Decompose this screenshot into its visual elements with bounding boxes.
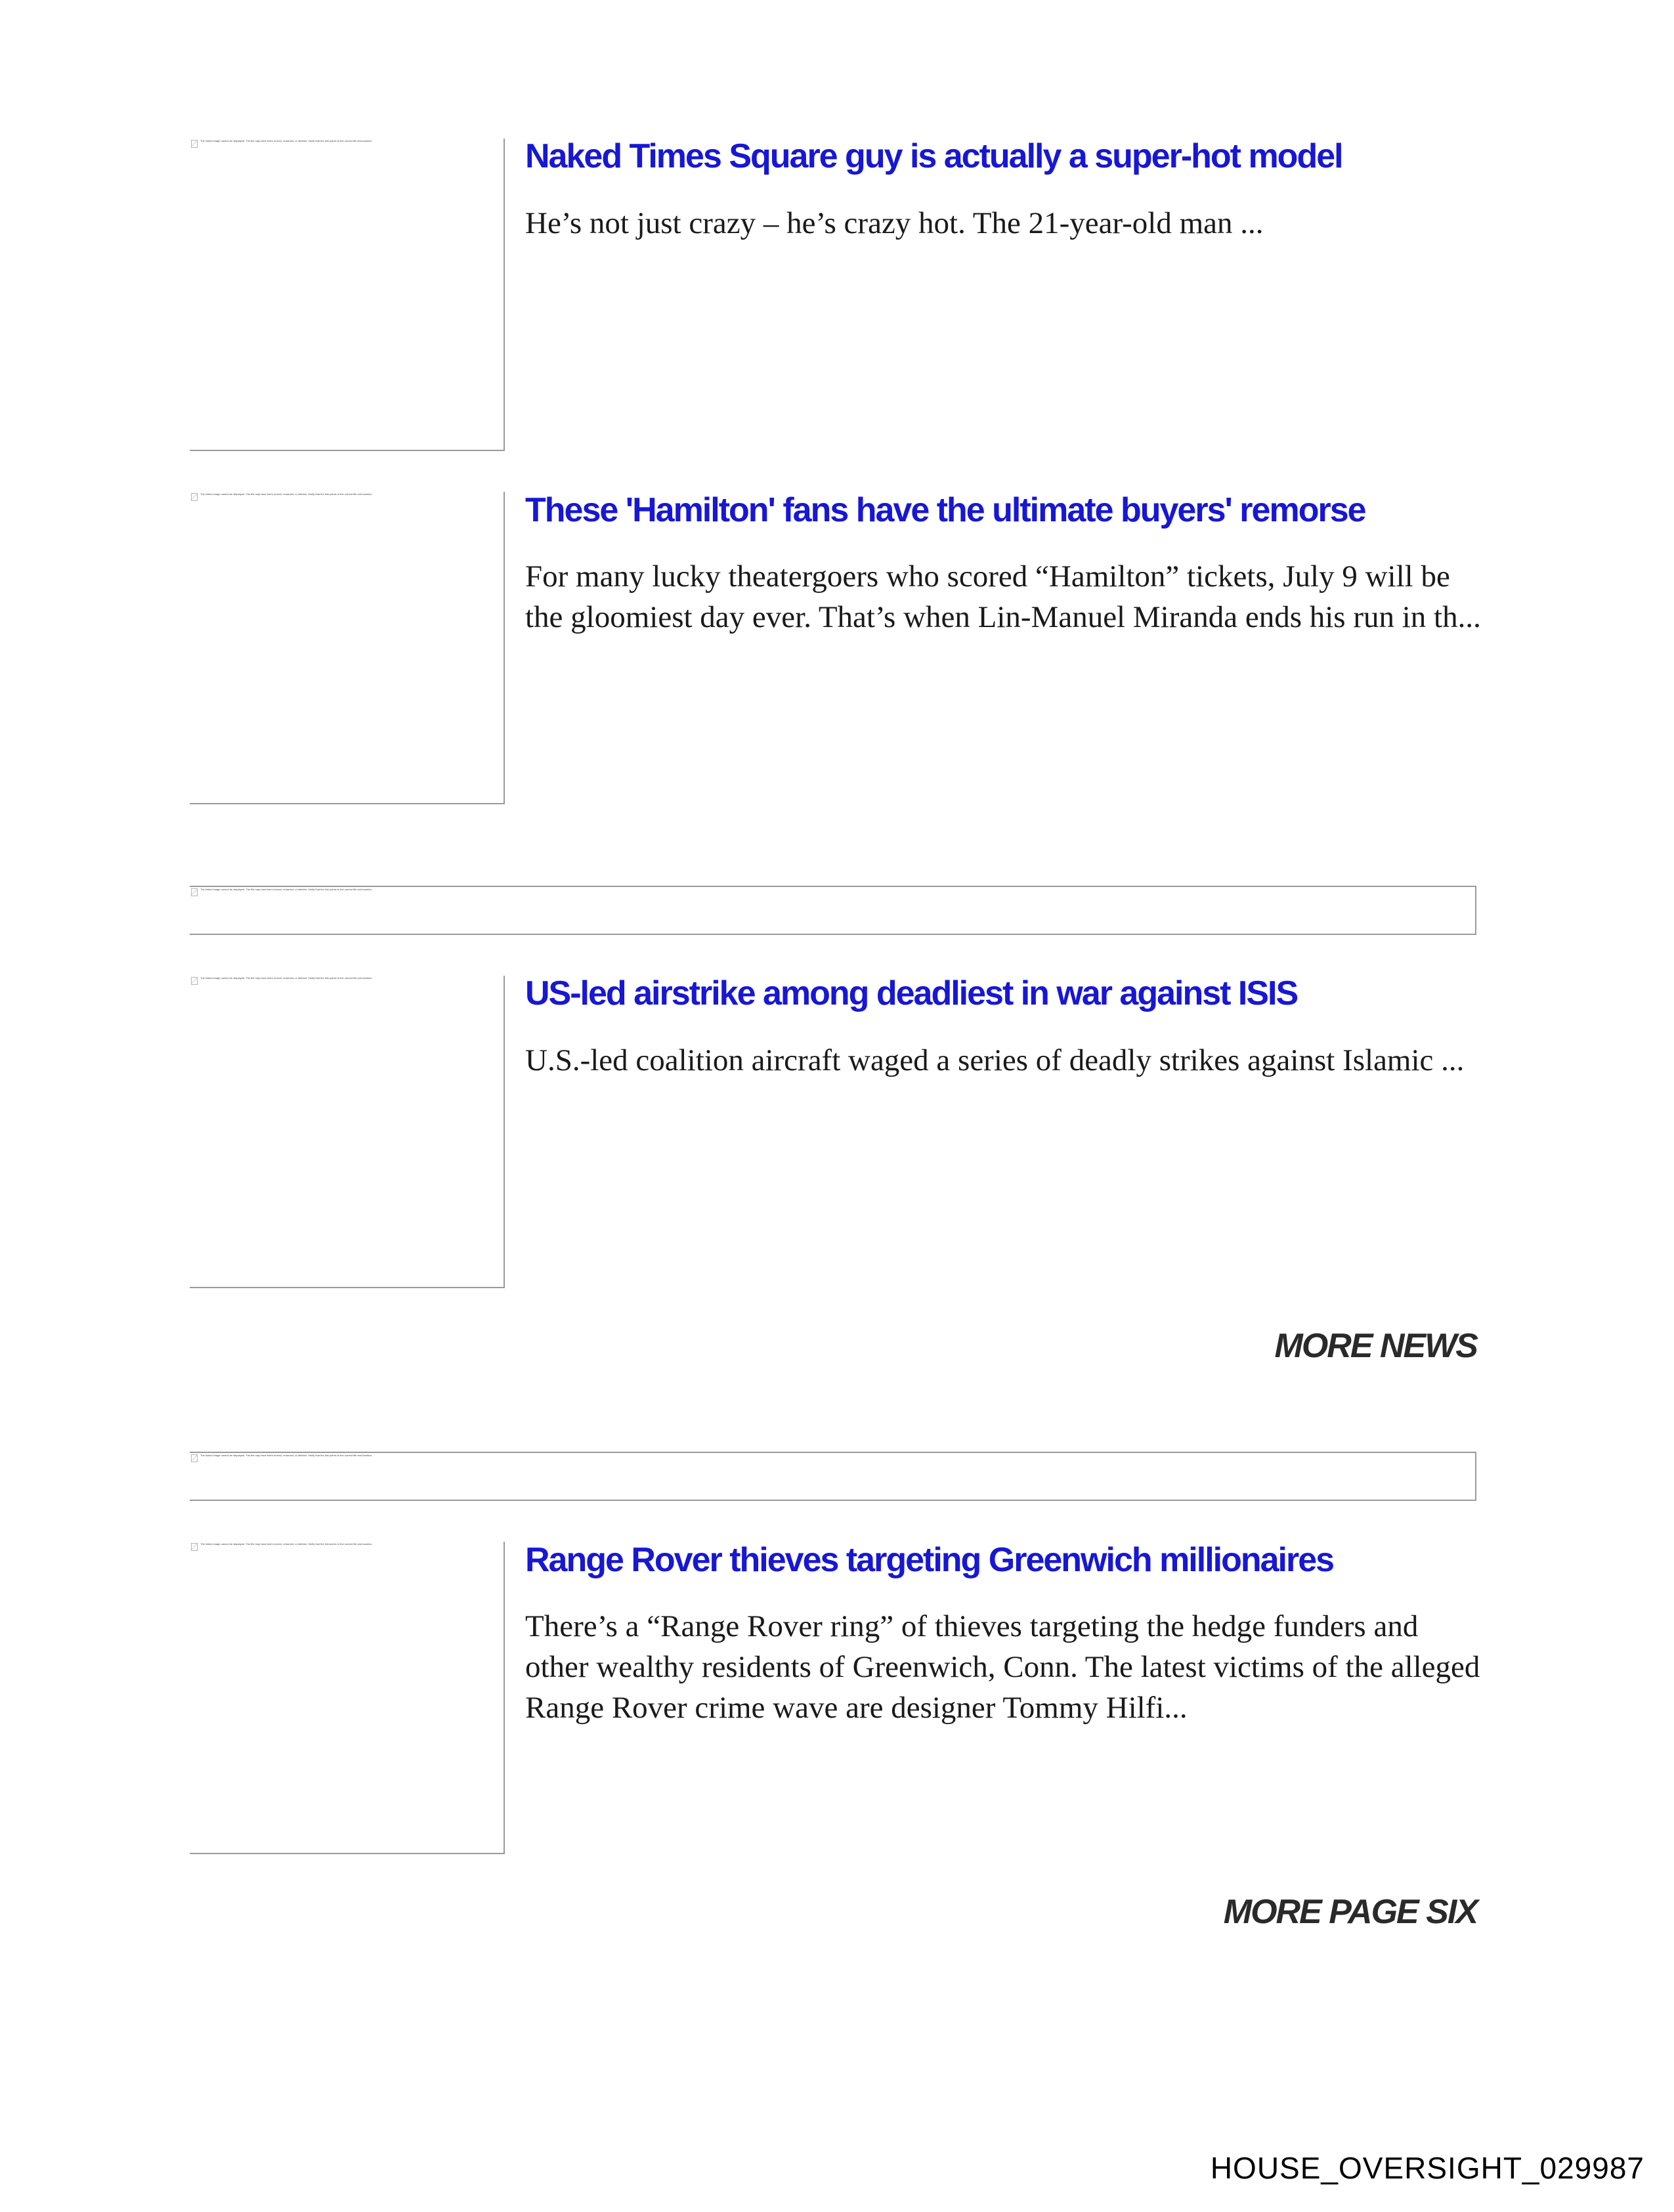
broken-image-icon <box>191 888 198 896</box>
story-1-summary: He’s not just crazy – he’s crazy hot. The 21-year-old man ... <box>525 206 1264 240</box>
banner-ad-placeholder-2[interactable] <box>190 1452 1476 1501</box>
broken-image-icon <box>191 977 198 985</box>
story-4-summary: There’s a “Range Rover ring” of thieves targeting the hedge funders and other wealthy residents of Greenwich, Conn. The latest victims of the alleged Range Rover crime wave are designer Tommy Hilfi... <box>525 1609 1480 1725</box>
story-1-headline-link[interactable]: Naked Times Square guy is actually a super-hot model <box>525 137 1342 175</box>
broken-image-message: The linked image cannot be displayed. The file may have been moved, renamed, or deleted. Verify that the link points to the correct file and location. <box>200 1454 373 1457</box>
broken-image-message: The linked image cannot be displayed. The file may have been moved, renamed, or deleted. Verify that the link points to the correct file and location. <box>200 888 373 891</box>
story-3-image-placeholder[interactable] <box>190 976 505 1288</box>
story-2-summary: For many lucky theatergoers who scored “Hamilton” tickets, July 9 will be the gloomiest day ever. That’s when Lin-Manuel Miranda ends his run in th... <box>525 559 1481 634</box>
story-4-headline-link[interactable]: Range Rover thieves targeting Greenwich millionaires <box>525 1541 1334 1579</box>
story-1-image-placeholder[interactable] <box>190 139 505 451</box>
story-3-summary: U.S.-led coalition aircraft waged a series of deadly strikes against Islamic ... <box>525 1043 1465 1077</box>
document-id-footer: HOUSE_OVERSIGHT_029987 <box>1210 2151 1644 2185</box>
more-news-link[interactable]: MORE NEWS <box>1274 1327 1477 1365</box>
story-3-headline-link[interactable]: US-led airstrike among deadliest in war against ISIS <box>525 974 1298 1012</box>
broken-image-message: The linked image cannot be displayed. The file may have been moved, renamed, or deleted. Verify that the link points to the correct file and location. <box>200 1542 373 1546</box>
broken-image-icon <box>191 1454 198 1462</box>
broken-image-icon <box>191 493 198 501</box>
story-2-image-placeholder[interactable] <box>190 492 505 804</box>
story-2-headline-link[interactable]: These 'Hamilton' fans have the ultimate buyers' remorse <box>525 491 1365 529</box>
broken-image-message: The linked image cannot be displayed. The file may have been moved, renamed, or deleted. Verify that the link points to the correct file and location. <box>200 976 373 980</box>
more-page-six-link[interactable]: MORE PAGE SIX <box>1223 1893 1477 1931</box>
broken-image-icon <box>191 1543 198 1551</box>
broken-image-icon <box>191 140 198 148</box>
broken-image-message: The linked image cannot be displayed. The file may have been moved, renamed, or deleted. Verify that the link points to the correct file and location. <box>200 492 373 496</box>
broken-image-message: The linked image cannot be displayed. The file may have been moved, renamed, or deleted. Verify that the link points to the correct file and location. <box>200 139 373 142</box>
banner-ad-placeholder-1[interactable] <box>190 886 1476 935</box>
story-4-image-placeholder[interactable] <box>190 1542 505 1854</box>
